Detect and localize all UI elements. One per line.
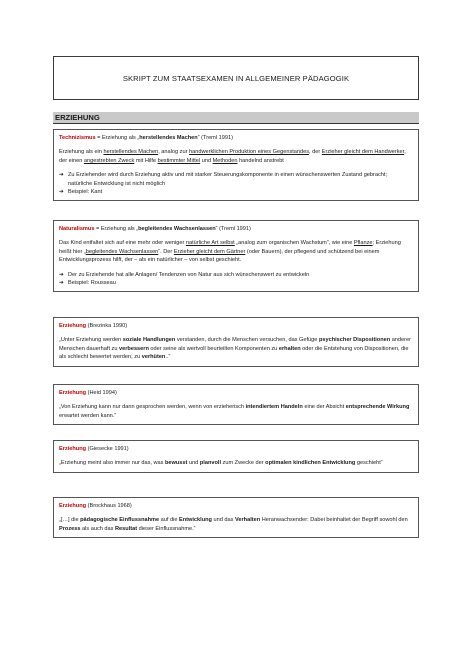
definition-card-giesecke	[53, 440, 419, 473]
body-text: , der einen	[59, 149, 406, 164]
body-text: und das	[211, 517, 235, 524]
definition-card-naturalismus	[53, 220, 419, 292]
underlined-text: natürliche Art selbst	[185, 240, 235, 247]
term-label: Erziehung	[59, 446, 87, 452]
heading-text: = Erziehung als „	[94, 226, 139, 232]
body-text: ; Erziehung heißt hier „	[59, 240, 401, 255]
body-text: , der	[309, 149, 322, 156]
term-label: Naturalismus	[59, 226, 95, 232]
body-text: dieser Einflussnahme.“	[137, 525, 196, 532]
bullet-item	[59, 279, 412, 287]
bullet-text: Zu Erziehender wird durch Erziehung aktiv und mit starker Steuerungskomponente in einen wünschenswerten Zustand gebracht; natürliche Entwicklung ist nicht möglich	[68, 172, 388, 187]
bullet-item	[59, 271, 412, 279]
body-text: geschieht“	[355, 460, 383, 467]
body-text: „Erziehung meint also immer nur das, was	[59, 460, 166, 467]
bold-text: verhüten	[141, 354, 166, 361]
body-text: und	[200, 157, 213, 164]
body-text: Erziehung als ein	[59, 149, 104, 156]
card-heading	[59, 502, 412, 510]
bold-text: bewusst	[165, 460, 188, 467]
card-heading	[59, 389, 412, 397]
definition-card-technizismus	[53, 129, 419, 201]
bold-text: pädagogische Einflussnahme	[80, 517, 160, 524]
underlined-text: Erzieher gleicht dem Gärtner	[173, 248, 246, 255]
underlined-text: angestrebten Zweck	[83, 157, 135, 164]
bold-text: entsprechende Wirkung	[345, 404, 410, 411]
bold-text: Resultat	[115, 525, 138, 532]
key-phrase: begleitendes Wachsenlassen	[138, 226, 216, 232]
card-body	[59, 403, 412, 420]
bold-text: planvoll	[199, 460, 221, 467]
body-text: „[…] die	[59, 517, 81, 524]
bold-text: Prozess	[59, 525, 81, 532]
bullet-item	[59, 188, 412, 196]
bold-text: soziale Handlungen	[122, 337, 176, 344]
card-body	[59, 148, 412, 165]
definition-card-heid	[53, 384, 419, 425]
bullet-text: Beispiel: Kant	[68, 189, 103, 196]
body-text: „Von Erziehung kann nur dann gesprochen werden, wenn von erzieherisch	[59, 404, 246, 411]
body-text: „analog zum organischen Wachstum“, wie eine	[234, 240, 354, 247]
citation: (Heid 1994)	[86, 390, 117, 396]
body-text: als auch das	[80, 525, 115, 532]
card-heading	[59, 445, 412, 453]
citation: (Brockhaus 1968)	[86, 503, 132, 509]
body-text: , analog zur	[158, 149, 189, 156]
key-phrase: herstellendes Machen	[139, 135, 198, 141]
underlined-text: handwerklichen Produktion eines Gegenstandes	[189, 149, 310, 156]
body-text: verstanden, durch die Menschen versuchen, das Gefüge	[175, 337, 319, 344]
card-body	[59, 239, 412, 264]
underlined-text: Pflanze	[353, 240, 373, 247]
body-text: “. Der	[158, 248, 174, 255]
bold-text: verbessern	[119, 345, 149, 352]
body-text: oder die Entstehung von Dispositionen, die als schlecht bewertet werden, zu	[59, 345, 409, 361]
body-text: mit Hilfe	[134, 157, 158, 164]
card-heading	[59, 225, 412, 233]
card-body	[59, 516, 412, 533]
bold-text: Verhalten	[234, 517, 261, 524]
definition-card-brezinka	[53, 317, 419, 367]
bullet-text: Der zu Erziehende hat alle Anlagen/ Tendenzen von Natur aus sich wünschenswert zu entwickeln	[68, 271, 310, 278]
underlined-text: bestimmter Mittel	[157, 157, 201, 164]
bold-text: erhalten	[278, 345, 301, 352]
body-text: Das Kind entfaltet sich auf eine mehr oder weniger	[59, 240, 186, 247]
document-title: SKRIPT ZUM STAATSEXAMEN IN ALLGEMEINER PÄDAGOGIK	[122, 73, 350, 83]
section-heading: ERZIEHUNG	[53, 112, 419, 124]
arrow-icon: ➔	[59, 172, 64, 179]
citation: “ (Treml 1991)	[197, 135, 233, 141]
term-label: Erziehung	[59, 323, 87, 329]
body-text: Heranwachsender: Dabei beinhaltet der Begriff sowohl den	[260, 517, 408, 524]
card-body	[59, 336, 412, 361]
arrow-icon: ➔	[59, 280, 64, 287]
card-body	[59, 459, 412, 467]
card-heading	[59, 134, 412, 142]
card-heading	[59, 322, 412, 330]
body-text: zum Zwecke der	[221, 460, 266, 467]
arrow-icon: ➔	[59, 189, 64, 196]
body-text: eine der Absicht	[302, 404, 346, 411]
underlined-text: Erzieher gleicht dem Handwerker	[321, 149, 405, 156]
underlined-text: begleitendes Wachsenlassen	[85, 248, 159, 255]
arrow-icon: ➔	[59, 271, 64, 278]
body-text: und	[187, 460, 200, 467]
definition-card-brockhaus	[53, 497, 419, 538]
body-text: (oder Bauern), der pflegend und schützend bei einem Entwicklungsprozess hilft, der – als ein natürlicher – von selbst geschieht.	[59, 248, 380, 264]
bullet-item	[59, 171, 412, 188]
body-text: ..“	[165, 354, 171, 361]
citation: (Brezinka 1990)	[86, 323, 128, 329]
body-text: erwartet werden kann.“	[59, 412, 117, 419]
citation: (Giesecke 1991)	[86, 446, 129, 452]
bold-text: Entwicklung	[179, 517, 212, 524]
citation: “ (Treml 1991)	[215, 226, 251, 232]
document-title-box	[53, 56, 419, 100]
underlined-text: herstellendes Machen	[103, 149, 159, 156]
body-text: handelnd anstrebt	[237, 157, 284, 164]
term-label: Erziehung	[59, 390, 87, 396]
underlined-text: Methoden	[212, 157, 238, 164]
body-text: anderer Menschen dauerhaft zu	[59, 337, 411, 352]
body-text: „Unter Erziehung werden	[59, 337, 123, 344]
bullet-text: Beispiel: Rousseau	[68, 280, 116, 287]
heading-text: = Erziehung als „	[95, 135, 140, 141]
body-text: oder seine als wertvoll beurteilten Komponenten zu	[148, 345, 279, 352]
term-label: Technizismus	[59, 135, 96, 141]
term-label: Erziehung	[59, 503, 87, 509]
body-text: auf die	[159, 517, 179, 524]
bold-text: intendiertem Handeln	[245, 404, 303, 411]
bold-text: psychischer Dispositionen	[318, 337, 391, 344]
bold-text: optimalen kindlichen Entwicklung	[265, 460, 356, 467]
